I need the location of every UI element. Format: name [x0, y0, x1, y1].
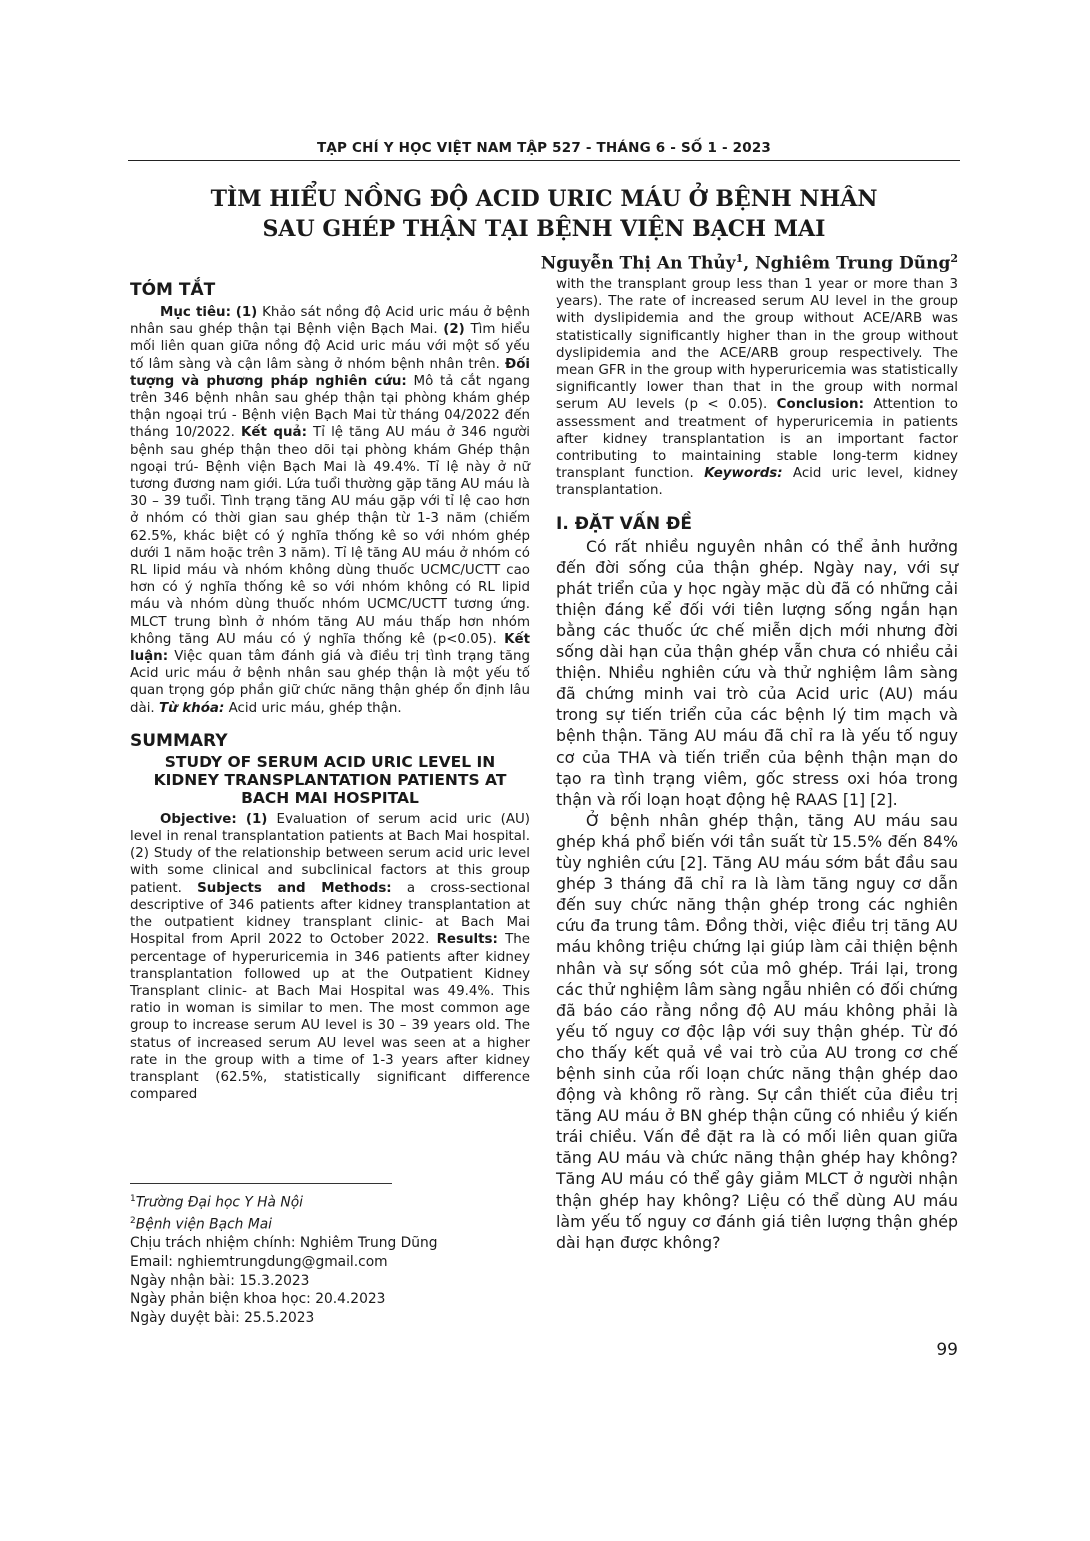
footnote-1-text: Trường Đại học Y Hà Nội	[135, 1194, 303, 1211]
author-1-affiliation: 1	[735, 252, 744, 265]
article-title	[128, 184, 960, 244]
intro-paragraph-1: Có rất nhiều nguyên nhân có thể ảnh hưởng đến đời sống của thận ghép. Ngày nay, với sự phát triển của y học ngày mặc dù đã có những cải thiện đáng kể đối với tiên lượng sống ngắn hạn bằng các thuốc ức chế miễn dịch mới nhưng đời sống dài hạn của thận ghép vẫn chưa có nhiều cải thiện. Nhiều nghiên cứu và thử nghiệm lâm sàng đã chứng minh vai trò của Acid uric (AU) máu trong sự tiến triển của các bệnh lý tim mạch và bệnh thận. Tăng AU máu đã chỉ ra là yếu tố nguy cơ của THA và tiến triển của bệnh thận mạn do tạo ra tình trạng viêm, gốc stress oxi hóa trong thận và rối loạn hoạt động hệ RAAS [1] [2].	[556, 536, 958, 809]
header-divider	[128, 160, 960, 161]
author-1: Nguyễn Thị An Thủy	[540, 253, 736, 274]
summary-text-3: The percentage of hyperuricemia in 346 patients after kidney transplantation followed up at the Outpatient Kidney Transplant clinic- at Bach Mai Hospital was 49.4%. This ratio in woman is similar to men. The most common age group to increase serum AU level is 30 – 39 years old. The status of increased serum AU level was seen at a higher rate in the group with a time of 1-3 years after kidney transplant (62.5%, statistically significant difference compared	[130, 932, 530, 1103]
tomtat-text-1: Khảo sát nồng độ Acid uric máu ở bệnh nhân sau ghép thận tại Bệnh viện Bạch Mai.	[130, 305, 530, 338]
footnotes	[130, 1190, 530, 1327]
footnote-2-text: Bệnh viện Bạch Mai	[135, 1216, 273, 1233]
right-column	[556, 276, 958, 1253]
title-line-1: TÌM HIỂU NỒNG ĐỘ ACID URIC MÁU Ở BỆNH NHÂN	[210, 186, 878, 212]
footnote-reviewed: Ngày phản biện khoa học: 20.4.2023	[130, 1291, 386, 1308]
label-results: Results:	[436, 932, 498, 948]
summary-text-3-cont: with the transplant group less than 1 year or more than 3 years). The rate of increased serum AU level in the group with dyslipidemia and the group without ACE/ARB was statistically significantly higher than in the group without dyslipidemia and the ACE/ARB group respectively. The mean GFR in the group with hyperuricemia was statistically significantly lower than that in the group with normal serum AU levels (p < 0.05).	[556, 277, 958, 413]
footnote-corresponding: Chịu trách nhiệm chính: Nghiêm Trung Dũng	[130, 1235, 438, 1252]
tomtat-text-5: Việc quan tâm đánh giá và điều trị tình trạng tăng Acid uric máu ở bệnh nhân sau ghép thận là một yếu tố quan trọng góp phần giữ chức năng thận ghép ổn định lâu dài.	[130, 649, 530, 716]
label-muctieu: Mục tiêu:	[160, 305, 231, 320]
footnote-received: Ngày nhận bài: 15.3.2023	[130, 1272, 310, 1289]
author-2-affiliation: 2	[950, 252, 958, 265]
label-ketluan: Kết luận:	[130, 631, 530, 665]
left-column	[130, 280, 530, 1103]
label-keywords: Keywords:	[704, 466, 783, 482]
journal-header: TẠP CHÍ Y HỌC VIỆT NAM TẬP 527 - THÁNG 6 - SỐ 1 - 2023	[316, 140, 772, 156]
footnote-divider	[130, 1183, 392, 1184]
summary-text-5: Acid uric level, kidney transplantation.	[556, 466, 958, 499]
page-number: 99	[936, 1340, 958, 1360]
tomtat-text-6: Acid uric máu, ghép thận.	[224, 700, 402, 716]
title-line-2: SAU GHÉP THẬN TẠI BỆNH VIỆN BẠCH MAI	[262, 216, 826, 242]
label-conclusion: Conclusion:	[776, 397, 864, 413]
footnote-1-marker: 1	[130, 1194, 136, 1204]
footnote-2-marker: 2	[130, 1216, 136, 1227]
summary-heading: SUMMARY	[130, 730, 228, 751]
intro-heading: I. ĐẶT VẤN ĐỀ	[556, 513, 692, 534]
summary-paragraph-continued	[556, 276, 958, 500]
label-obj-1: (1)	[245, 811, 268, 827]
summary-text-1: Evaluation of serum acid uric (AU) level in renal transplantation patients at Bach Mai hospital. (2) Study of the relationship between serum acid uric level with some clinical and subclinical factors at this group patient.	[130, 811, 530, 896]
label-objective: Objective:	[160, 811, 237, 827]
footnote-email: Email: nghiemtrungdung@gmail.com	[130, 1253, 388, 1270]
label-doituong: Đối tượng và phương pháp nghiên cứu:	[130, 356, 530, 389]
tomtat-text-4: Tỉ lệ tăng AU máu ở 346 người bệnh sau ghép thận theo dõi tại phòng khám Ghép thận ngoại trú- Bệnh viện Bạch Mai là 49.4%. Tỉ lệ này ở nữ tương đương nam giới. Lứa tuổi thường gặp tăng AU máu là 30 – 39 tuổi. Tình trạng tăng AU máu gặp với tỉ lệ cao hơn ở nhóm có thời gian sau ghép thận từ 1-3 năm (chiếm 62.5%, khác biệt có ý nghĩa thống kê so với nhóm ghép dưới 1 năm hoặc trên 3 năm). Tỉ lệ tăng AU máu ở nhóm có RL lipid máu và nhóm không dùng thuốc UCMC/UCTT cao hơn có ý nghĩa thống kê so với nhóm không có RL lipid máu và nhóm dùng thuốc nhóm UCMC/UCTT tương ứng. MLCT trung bình ở nhóm tăng AU máu thấp hơn nhóm không tăng AU máu có ý nghĩa thống kê (p<0.05).	[130, 425, 530, 647]
footnote-affiliation-1	[130, 1190, 530, 1212]
tomtat-text-3: Mô tả cắt ngang trên 346 bệnh nhân sau ghép thận tại phòng khám ghép thận ngoại trú - Bệnh viện Bạch Mai từ tháng 04/2022 đến tháng 10/2022.	[130, 373, 530, 441]
author-separator: ,	[743, 253, 756, 274]
footnote-accepted: Ngày duyệt bài: 25.5.2023	[130, 1309, 315, 1326]
label-tukhoa: Từ khóa:	[158, 700, 225, 716]
label-2: (2)	[443, 322, 465, 338]
label-ketqua: Kết quả:	[241, 425, 307, 441]
summary-title: STUDY OF SERUM ACID URIC LEVEL IN KIDNEY TRANSPLANTATION PATIENTS AT BACH MAI HOSPITAL	[153, 752, 507, 807]
intro-paragraph-2: Ở bệnh nhân ghép thận, tăng AU máu sau ghép khá phổ biến với tần suất từ 15.5% đến 84% tùy nghiên cứu [2]. Tăng AU máu sớm bắt đầu sau ghép 3 tháng đã chỉ ra là làm tăng nguy cơ dẫn đến suy chức năng thận ghép trong các nghiên cứu đa trung tâm. Đồng thời, việc điều trị tăng AU máu không triệu chứng lại giúp làm cải thiện bệnh nhân và sự sống sót của mô ghép. Trái lại, trong các thử nghiệm lâm sàng ngẫu nhiên có đối chứng đã báo cáo rằng nồng độ AU máu không phải là yếu tố nguy cơ độc lập với suy thận ghép. Từ đó cho thấy kết quả về vai trò của AU trong cơ chế bệnh sinh của rối loạn chức năng thận ghép dao động và không rõ ràng. Sự cần thiết của điều trị tăng AU máu ở BN ghép thận cũng có nhiều ý kiến trái chiều. Vấn đề đặt ra là có mối liên quan giữa tăng AU máu và chức năng thận ghép hay không? Tăng AU máu có thể gây giảm MLCT ở người nhận thận ghép hay không? Liệu có thể dùng AU máu làm yếu tố nguy cơ đánh giá tiên lượng thận ghép dài hạn được không?	[556, 810, 958, 1252]
tomtat-heading: TÓM TẮT	[130, 280, 216, 300]
author-2: Nghiêm Trung Dũng	[755, 253, 951, 274]
summary-text-4: Attention to assessment and treatment of hyperuricemia in patients after kidney transplantation is an important factor contributing to maintaining stable long-term kidney transplant function.	[556, 397, 958, 482]
label-subjects: Subjects and Methods:	[197, 880, 392, 896]
tomtat-paragraph	[130, 304, 530, 717]
summary-text-2: a cross-sectional descriptive of 346 patients after kidney transplantation at the outpatient kidney transplant clinic- at Bach Mai Hospital from April 2022 to October 2022.	[130, 880, 530, 948]
label-1: (1)	[235, 305, 258, 320]
tomtat-text-2: Tìm hiểu mối liên quan giữa nồng độ Acid uric máu với một số yếu tố lâm sàng và cận lâm sàng ở nhóm bệnh nhân trên.	[130, 322, 530, 372]
author-list	[440, 252, 958, 274]
footnote-affiliation-2	[130, 1212, 530, 1234]
summary-paragraph	[130, 811, 530, 1103]
